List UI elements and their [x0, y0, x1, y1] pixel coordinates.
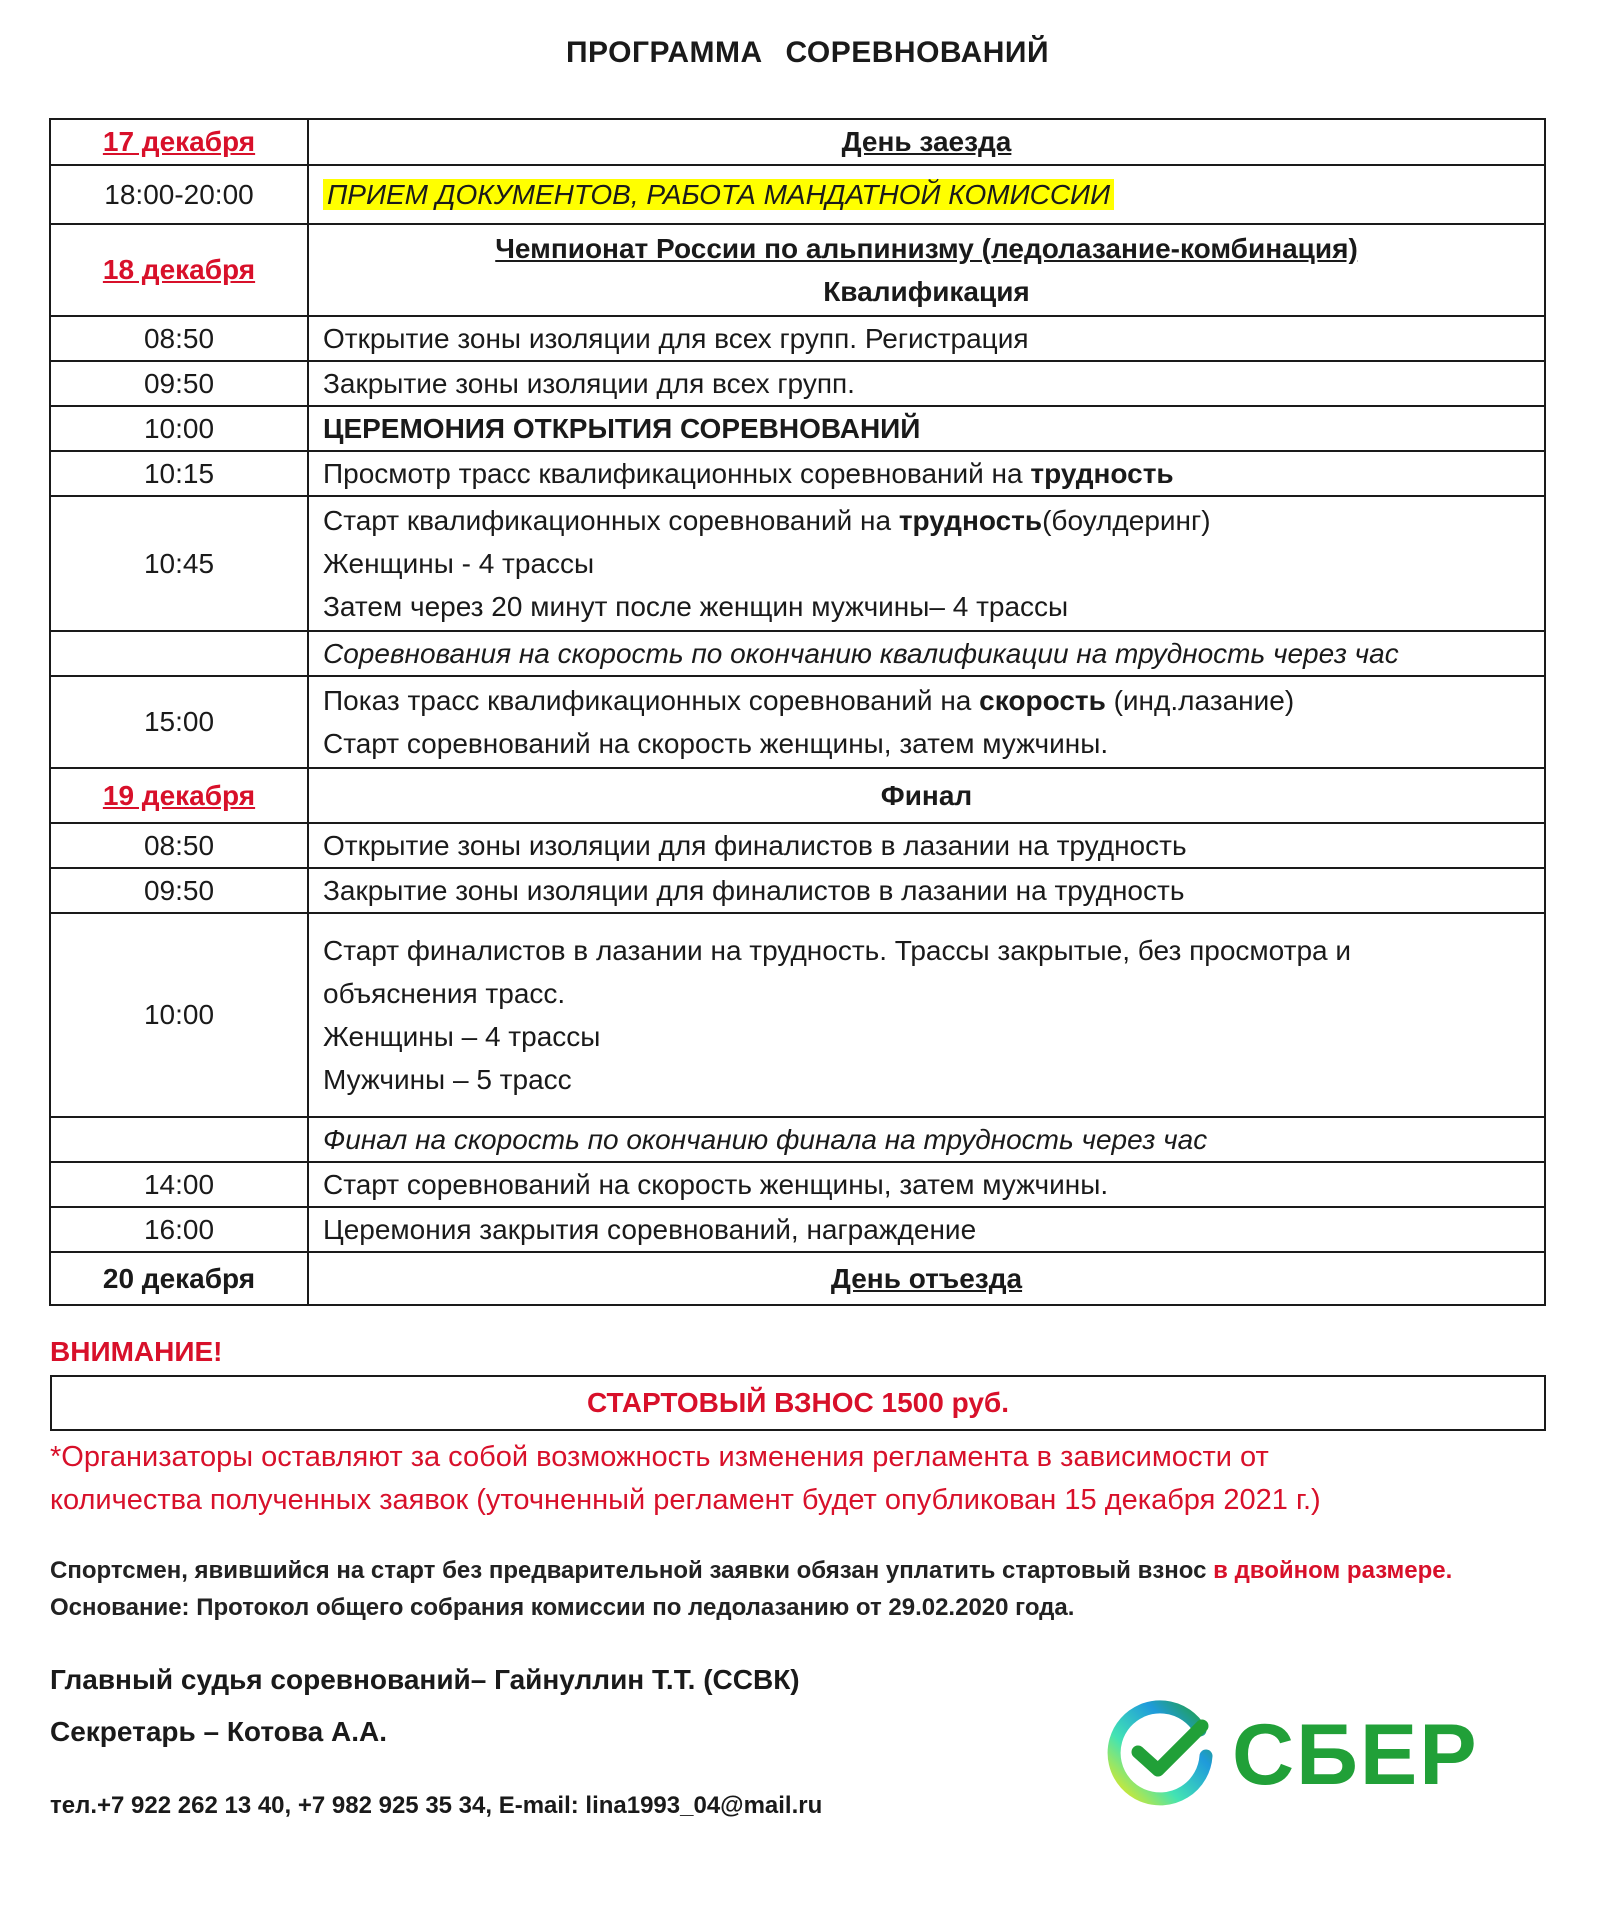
date-label: 20 декабря [102, 1262, 256, 1294]
event-text-bold: трудность [1030, 457, 1174, 489]
double-fee-text: в двойном размере. [1213, 1557, 1453, 1584]
day-heading: День отъезда [308, 1252, 1545, 1305]
event-text-bold: скорость [979, 685, 1106, 716]
event-line: Затем через 20 минут после женщин мужчины– 4 трассы [323, 591, 1069, 622]
time-cell: 14:00 [50, 1162, 308, 1207]
highlighted-event: ПРИЕМ ДОКУМЕНТОВ, РАБОТА МАНДАТНОЙ КОМИССИИ [323, 179, 1114, 210]
event-cell: Открытие зоны изоляции для всех групп. Регистрация [308, 316, 1545, 361]
time-cell-empty [50, 1117, 308, 1162]
table-row [50, 165, 1545, 224]
time-cell: 15:00 [50, 676, 308, 768]
date-cell [50, 224, 308, 316]
event-cell: ЦЕРЕМОНИЯ ОТКРЫТИЯ СОРЕВНОВАНИЙ [308, 406, 1545, 451]
championship-heading: Чемпионат России по альпинизму (ледолазание-комбинация) [495, 233, 1358, 264]
organizers-note-line: *Организаторы оставляют за собой возможность изменения регламента в зависимости от [50, 1441, 1269, 1473]
time-cell: 10:45 [50, 496, 308, 631]
table-row [50, 119, 1545, 165]
event-line: объяснения трасс. [323, 978, 566, 1009]
organizers-note-line: количества полученных заявок (уточненный регламент будет опубликован 15 декабря 2021 г.) [50, 1484, 1321, 1516]
schedule-table [49, 118, 1546, 1306]
event-line: Старт соревнований на скорость женщины, затем мужчины. [323, 728, 1109, 759]
event-text: Старт квалификационных соревнований на [323, 505, 899, 536]
event-cell: Закрытие зоны изоляции для финалистов в лазании на трудность [308, 868, 1545, 913]
time-cell: 16:00 [50, 1207, 308, 1252]
secretary: Секретарь – Котова А.А. [50, 1716, 387, 1747]
table-row [50, 1117, 1545, 1162]
table-row [50, 496, 1545, 631]
table-row [50, 823, 1545, 868]
event-text: (боулдеринг) [1042, 505, 1211, 536]
table-row [50, 316, 1545, 361]
note-cell: Финал на скорость по окончанию финала на трудность через час [308, 1117, 1545, 1162]
sber-logo [1104, 1698, 1504, 1813]
athlete-fee-line [50, 1552, 1580, 1589]
athlete-fee-note [50, 1552, 1580, 1626]
table-row [50, 913, 1545, 1117]
entry-fee-box: СТАРТОВЫЙ ВЗНОС 1500 руб. [50, 1375, 1546, 1431]
event-text: (инд.лазание) [1105, 685, 1295, 716]
table-row [50, 1162, 1545, 1207]
event-cell: Старт соревнований на скорость женщины, затем мужчины. [308, 1162, 1545, 1207]
chief-judge: Главный судья соревнований– Гайнуллин Т.Т. (ССВК) [50, 1664, 800, 1695]
table-row [50, 361, 1545, 406]
event-text: Показ трасс квалификационных соревнований на [323, 685, 980, 716]
time-cell: 10:00 [50, 913, 308, 1117]
day-heading: День заезда [308, 119, 1545, 165]
time-cell: 09:50 [50, 868, 308, 913]
event-line: Мужчины – 5 трасс [323, 1064, 572, 1095]
table-row [50, 631, 1545, 676]
event-cell: Открытие зоны изоляции для финалистов в лазании на трудность [308, 823, 1545, 868]
event-line [323, 679, 1530, 722]
date-label: 19 декабря [102, 779, 256, 811]
event-line: Старт финалистов в лазании на трудность. Трассы закрытые, без просмотра и [323, 935, 1352, 966]
event-line [323, 499, 1530, 542]
table-row [50, 1207, 1545, 1252]
table-row [50, 406, 1545, 451]
date-label: 18 декабря [102, 254, 256, 285]
time-cell: 08:50 [50, 316, 308, 361]
event-cell [308, 676, 1545, 768]
page-title: ПРОГРАММА СОРЕВНОВАНИЙ [565, 36, 1050, 69]
day-heading-cell [308, 224, 1545, 316]
date-cell [50, 119, 308, 165]
sber-check-icon [1104, 1700, 1216, 1812]
event-text: Просмотр трасс квалификационных соревнований на [323, 457, 1031, 489]
contacts: тел.+7 922 262 13 40, +7 982 925 35 34, E-mail: lina1993_04@mail.ru [50, 1792, 823, 1819]
event-cell [308, 496, 1545, 631]
time-cell: 10:15 [50, 451, 308, 496]
time-cell: 09:50 [50, 361, 308, 406]
table-row [50, 451, 1545, 496]
time-cell: 18:00-20:00 [50, 165, 308, 224]
table-row [50, 1252, 1545, 1305]
event-cell: Закрытие зоны изоляции для всех групп. [308, 361, 1545, 406]
basis-line: Основание: Протокол общего собрания комиссии по ледолазанию от 29.02.2020 года. [50, 1594, 1075, 1621]
stage-heading: Квалификация [823, 276, 1030, 307]
organizers-note [50, 1436, 1550, 1522]
event-cell [308, 913, 1545, 1117]
date-label: 17 декабря [102, 126, 256, 157]
table-row [50, 224, 1545, 316]
attention-heading: ВНИМАНИЕ! [50, 1336, 223, 1367]
date-cell [50, 1252, 308, 1305]
athlete-fee-text: Спортсмен, явившийся на старт без предварительной заявки обязан уплатить стартовый взнос [50, 1557, 1214, 1584]
note-cell: Соревнования на скорость по окончанию квалификации на трудность через час [308, 631, 1545, 676]
time-cell-empty [50, 631, 308, 676]
event-cell [308, 165, 1545, 224]
event-line: Женщины - 4 трассы [323, 548, 595, 579]
event-cell [308, 451, 1545, 496]
date-cell [50, 768, 308, 823]
day-heading: Финал [308, 768, 1545, 823]
table-row [50, 768, 1545, 823]
sber-logo-text: СБЕР [1232, 1707, 1479, 1803]
time-cell: 10:00 [50, 406, 308, 451]
table-row [50, 868, 1545, 913]
event-line: Женщины – 4 трассы [323, 1021, 601, 1052]
event-cell: Церемония закрытия соревнований, награждение [308, 1207, 1545, 1252]
event-text-bold: трудность [898, 505, 1043, 536]
time-cell: 08:50 [50, 823, 308, 868]
table-row [50, 676, 1545, 768]
